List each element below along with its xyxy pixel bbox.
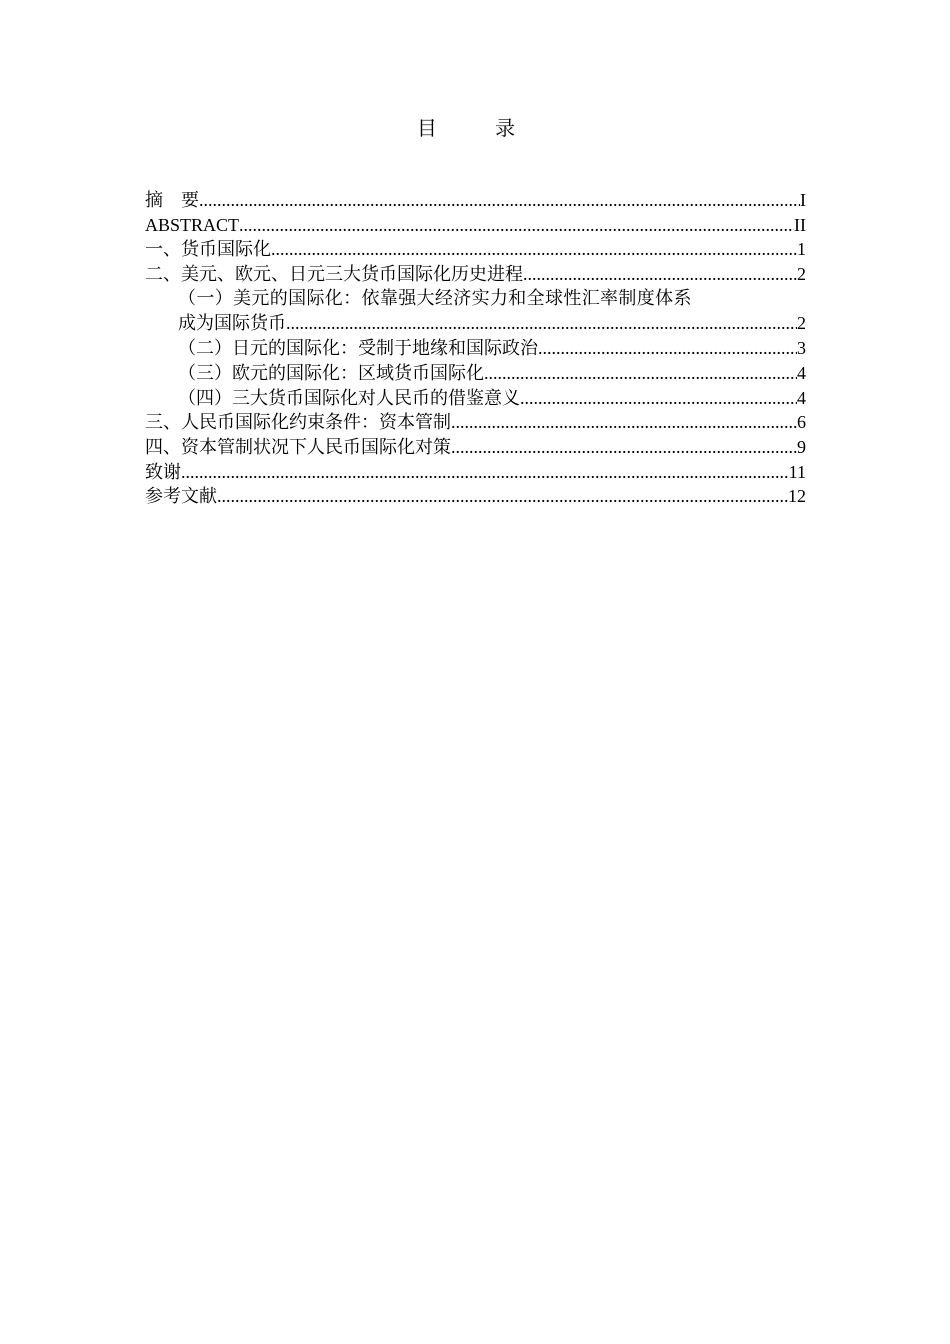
toc-entry-page: I (800, 190, 806, 210)
toc-entry-page: 12 (788, 486, 806, 507)
toc-entry-label: （二）日元的国际化：受制于地缘和国际政治 (178, 338, 538, 360)
toc-entry-page: 9 (797, 436, 806, 457)
toc-entry-label: 成为国际货币 (178, 313, 286, 335)
toc-entry-page: 2 (797, 313, 806, 334)
toc-entry-chapter-4[interactable] (145, 435, 806, 460)
toc-entry-label: 参考文献 (145, 486, 217, 508)
dot-leader (199, 188, 800, 213)
toc-entry-chapter-2[interactable] (145, 262, 806, 287)
toc-entry-page: 1 (797, 239, 806, 260)
dot-leader (523, 262, 797, 287)
dot-leader (239, 213, 794, 238)
toc-entry-label: 摘 要 (145, 190, 199, 211)
dot-leader (538, 336, 797, 361)
toc-entry-section-2-4[interactable] (145, 386, 806, 411)
toc-entry-label: 四、资本管制状况下人民币国际化对策 (145, 436, 451, 458)
toc-entry-section-2-1[interactable] (145, 287, 806, 312)
toc-entry-page: 6 (797, 412, 806, 433)
dot-leader (271, 237, 797, 262)
dot-leader (451, 410, 797, 435)
toc-entry-abstract-en[interactable] (145, 213, 806, 238)
toc-entry-page: 3 (797, 338, 806, 359)
dot-leader (484, 361, 797, 386)
toc-entry-page: 4 (797, 387, 806, 408)
toc-entry-section-2-1-continued[interactable] (145, 311, 806, 336)
toc-entry-chapter-1[interactable] (145, 237, 806, 262)
dot-leader (451, 435, 797, 460)
toc-entry-label: （三）欧元的国际化：区域货币国际化 (178, 362, 484, 384)
toc-entry-label: ABSTRACT (145, 214, 240, 235)
toc-entry-label: 二、美元、欧元、日元三大货币国际化历史进程 (145, 264, 523, 286)
toc-entry-label: （四）三大货币国际化对人民币的借鉴意义 (178, 387, 520, 409)
toc-title: 目 录 (416, 116, 542, 140)
dot-leader (181, 460, 789, 485)
toc-entry-section-2-2[interactable] (145, 336, 806, 361)
toc-entry-abstract-cn[interactable] (145, 188, 806, 213)
toc-entry-label: 一、货币国际化 (145, 239, 271, 261)
toc-entry-label: （一）美元的国际化：依靠强大经济实力和全球性汇率制度体系 (178, 287, 692, 309)
toc-entry-section-2-3[interactable] (145, 361, 806, 386)
dot-leader (286, 311, 797, 336)
toc-entry-references[interactable] (145, 484, 806, 509)
dot-leader (520, 386, 797, 411)
toc-entry-label: 三、人民币国际化约束条件：资本管制 (145, 412, 451, 434)
toc-entry-page: 4 (797, 362, 806, 383)
table-of-contents (145, 188, 806, 509)
toc-entry-page: 11 (788, 461, 806, 482)
toc-entry-chapter-3[interactable] (145, 410, 806, 435)
dot-leader (217, 484, 788, 509)
toc-entry-label: 致谢 (145, 461, 181, 483)
toc-entry-acknowledgements[interactable] (145, 460, 806, 485)
toc-entry-page: II (794, 214, 806, 235)
toc-entry-page: 2 (797, 264, 806, 285)
